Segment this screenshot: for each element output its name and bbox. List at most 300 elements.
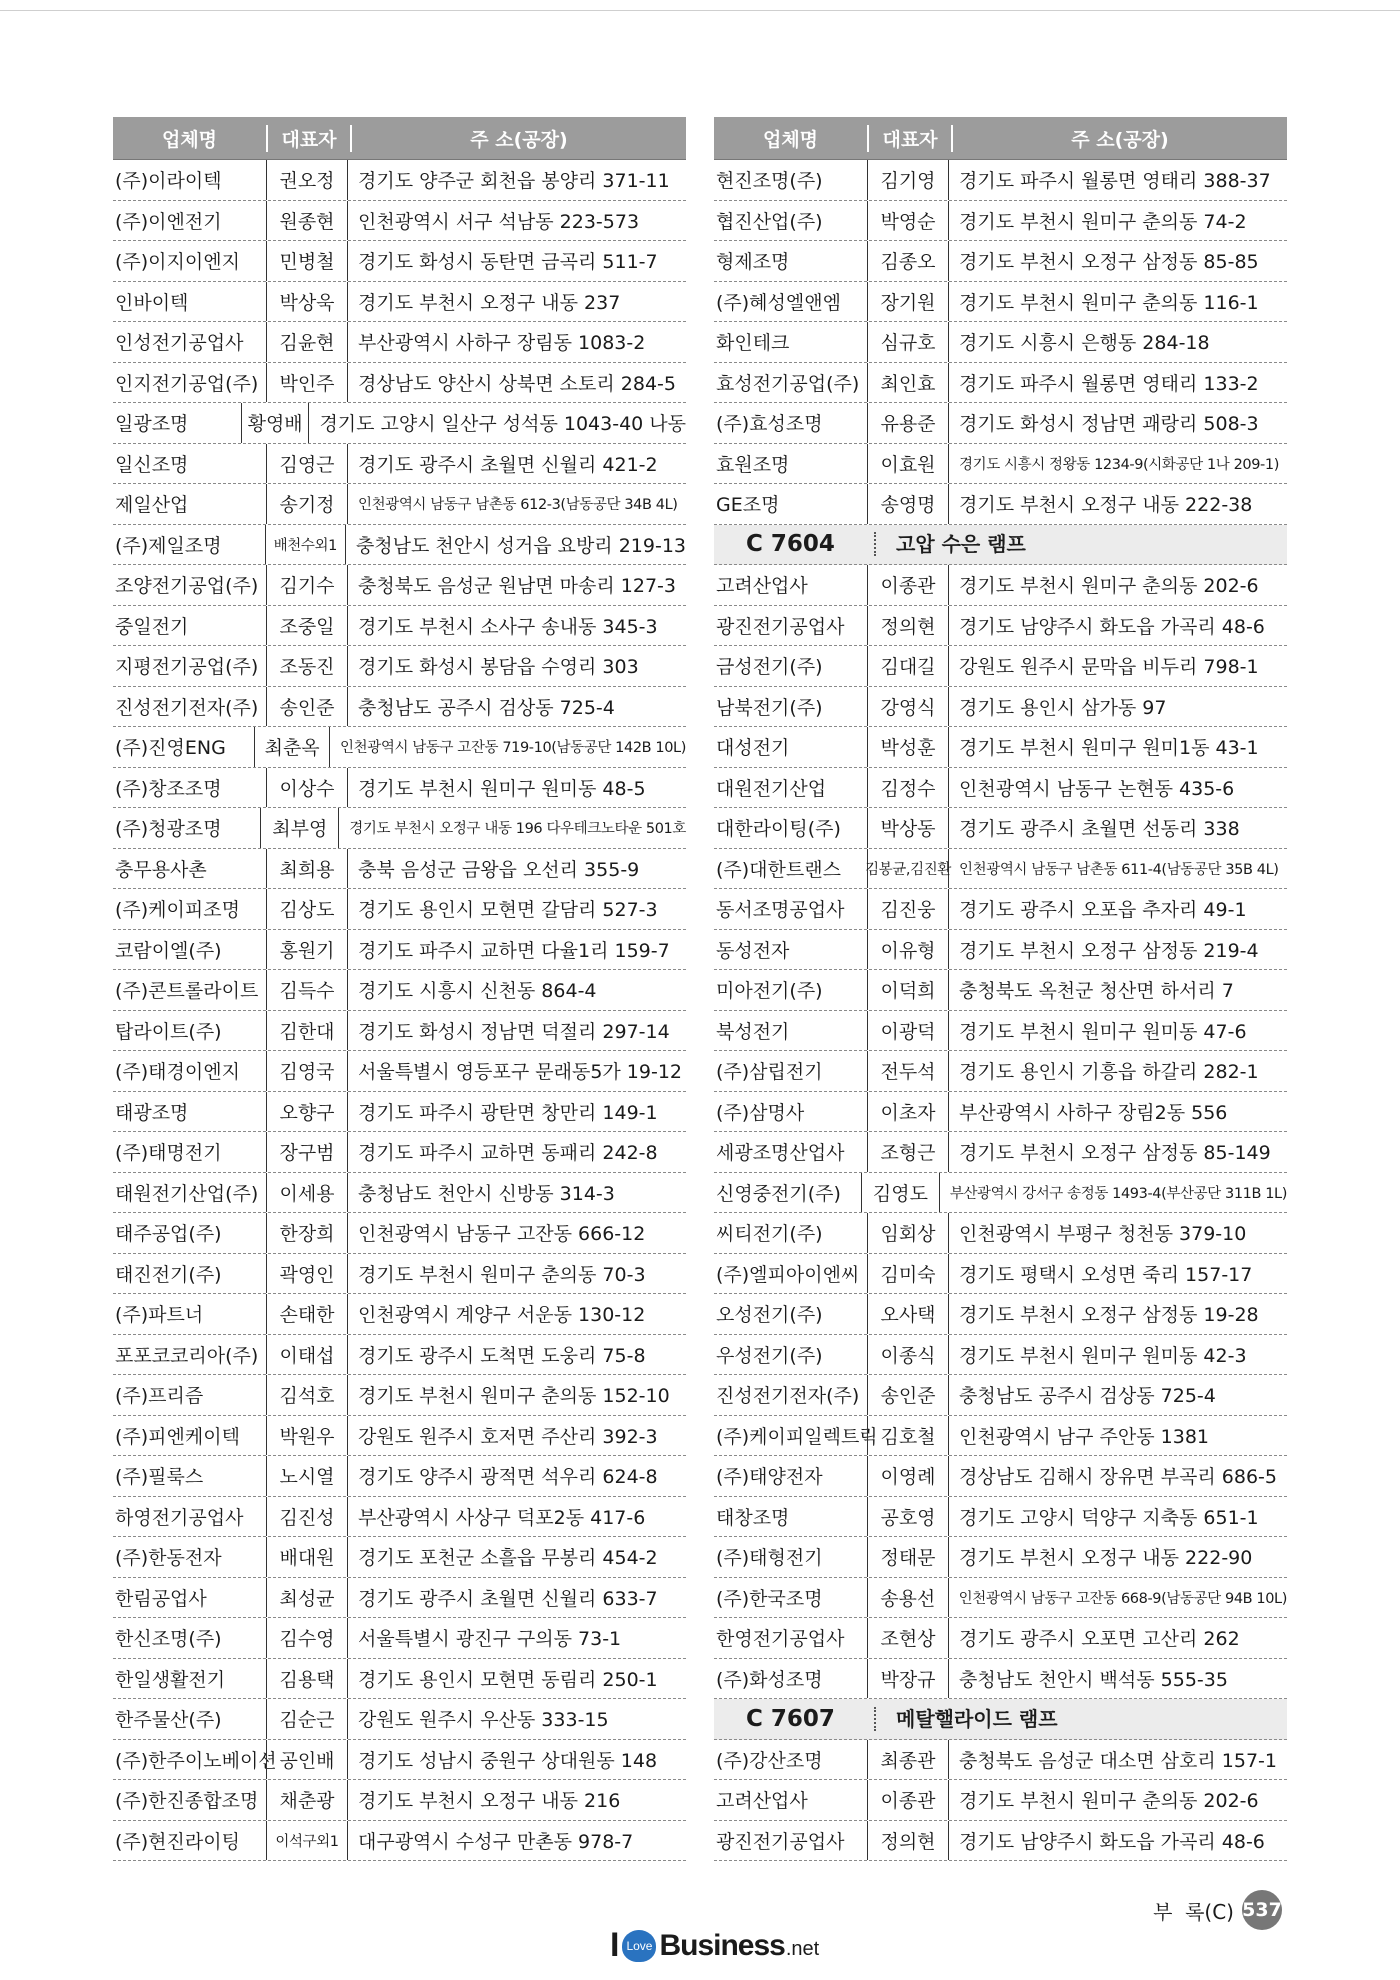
- ceo-name: 장기원: [867, 282, 949, 322]
- company-name: (주)한주이노베이션: [115, 1749, 277, 1772]
- company-name: 한일생활전기: [115, 1668, 226, 1691]
- header-company: 업체명: [161, 128, 218, 151]
- company-name: (주)피엔케이텍: [115, 1425, 240, 1448]
- company-name: (주)청광조명: [115, 818, 222, 841]
- ceo-name: 김영근: [266, 444, 348, 484]
- table-row: [714, 1335, 1287, 1376]
- appendix-label: 부 록(C): [1153, 1899, 1234, 1924]
- ceo-name: 심규호: [867, 322, 949, 362]
- table-row: [113, 970, 686, 1011]
- ceo-name: 오사택: [867, 1294, 949, 1334]
- table-header: [714, 117, 1287, 160]
- company-name: (주)태양전자: [716, 1466, 823, 1489]
- company-name: (주)엘피아이엔씨: [716, 1263, 860, 1286]
- ceo-name: 원종현: [266, 201, 348, 241]
- company-name: (주)이라이텍: [115, 170, 222, 193]
- address: 대구광역시 수성구 만촌동 978-7: [358, 1830, 634, 1853]
- company-name: 고려산업사: [716, 1790, 808, 1813]
- table-body: [714, 160, 1287, 525]
- address: 경기도 화성시 동탄면 금곡리 511-7: [358, 251, 658, 274]
- table-body: [714, 565, 1287, 1699]
- company-name: 일신조명: [115, 453, 189, 476]
- table-row: [113, 1416, 686, 1457]
- ceo-name: 최성균: [266, 1578, 348, 1618]
- ceo-name: 송기정: [266, 484, 348, 524]
- table-row: [714, 1456, 1287, 1497]
- section-code: C 7607: [746, 1705, 835, 1732]
- ceo-name: 이상수: [266, 768, 348, 808]
- table-row: [714, 322, 1287, 363]
- table-row: [113, 1497, 686, 1538]
- address: 인천광역시 남동구 남촌동 611-4(남동공단 35B 4L): [959, 861, 1279, 878]
- address: 강원도 원주시 문막읍 비두리 798-1: [959, 656, 1259, 679]
- address: 경기도 남양주시 화도읍 가곡리 48-6: [959, 615, 1265, 638]
- address: 경기도 부천시 원미구 원미1동 43-1: [959, 737, 1259, 760]
- table-row: [714, 1537, 1287, 1578]
- company-name: 남북전기(주): [716, 696, 823, 719]
- table-row: [714, 1780, 1287, 1821]
- company-name: (주)진영ENG: [115, 737, 226, 760]
- company-name: (주)대한트랜스: [716, 858, 841, 881]
- ceo-name: 황영배: [241, 403, 310, 443]
- logo-business: Business: [659, 1928, 785, 1962]
- table-row: [714, 1416, 1287, 1457]
- company-name: (주)태경이엔지: [115, 1061, 240, 1084]
- table-row: [113, 565, 686, 606]
- ceo-name: 이유형: [867, 930, 949, 970]
- table-row: [714, 606, 1287, 647]
- address: 경기도 용인시 기흥읍 하갈리 282-1: [959, 1061, 1259, 1084]
- ceo-name: 김한대: [266, 1011, 348, 1051]
- table-row: [714, 849, 1287, 890]
- ceo-name: 조현상: [867, 1618, 949, 1658]
- address: 경기도 시흥시 신천동 864-4: [358, 980, 597, 1003]
- ceo-name: 김영도: [861, 1173, 940, 1213]
- table-row: [113, 849, 686, 890]
- company-name: (주)강산조명: [716, 1749, 823, 1772]
- ceo-name: 김호철: [867, 1416, 949, 1456]
- table-row: [113, 1092, 686, 1133]
- company-name: 태창조명: [716, 1506, 790, 1529]
- ceo-name: 채춘광: [266, 1780, 348, 1820]
- table-row: [113, 1537, 686, 1578]
- company-name: 동성전자: [716, 939, 790, 962]
- address: 인천광역시 서구 석남동 223-573: [358, 210, 640, 233]
- header-ceo: 대표자: [266, 125, 350, 152]
- ceo-name: 최인효: [867, 363, 949, 403]
- address: 부산광역시 사하구 장림2동 556: [959, 1101, 1228, 1124]
- address: 인천광역시 남동구 고잔동 668-9(남동공단 94B 10L): [958, 1590, 1287, 1607]
- company-name: (주)필룩스: [115, 1466, 204, 1489]
- address: 경기도 광주시 오포읍 추자리 49-1: [959, 899, 1247, 922]
- company-name: 미아전기(주): [716, 980, 823, 1003]
- table-row: [714, 930, 1287, 971]
- company-name: 인바이텍: [115, 291, 189, 314]
- table-row: [113, 768, 686, 809]
- table-row: [714, 1051, 1287, 1092]
- address: 부산광역시 사상구 덕포2동 417-6: [358, 1506, 646, 1529]
- address: 경기도 양주군 회천읍 봉양리 371-11: [358, 170, 670, 193]
- ceo-name: 김진웅: [867, 889, 949, 929]
- company-name: (주)삼명사: [716, 1101, 805, 1124]
- table-row: [714, 1092, 1287, 1133]
- table-row: [714, 768, 1287, 809]
- ceo-name: 김상도: [266, 889, 348, 929]
- company-name: (주)한국조명: [716, 1587, 823, 1610]
- address: 경기도 용인시 삼가동 97: [959, 696, 1167, 719]
- address: 경기도 성남시 중원구 상대원동 148: [358, 1749, 658, 1772]
- company-name: (주)현진라이팅: [115, 1830, 240, 1853]
- company-name: 일광조명: [115, 413, 189, 436]
- table-row: [113, 808, 686, 849]
- address: 경기도 시흥시 은행동 284-18: [959, 332, 1210, 355]
- address: 서울특별시 영등포구 문래동5가 19-12: [358, 1061, 683, 1084]
- address: 인천광역시 남동구 남촌동 612-3(남동공단 34B 4L): [358, 497, 678, 514]
- company-name: 금성전기(주): [716, 656, 823, 679]
- address: 충청남도 천안시 성거읍 요방리 219-13: [355, 534, 686, 557]
- company-name: (주)이엔전기: [115, 210, 222, 233]
- company-name: (주)제일조명: [115, 534, 222, 557]
- address: 경기도 부천시 원미구 춘의동 152-10: [358, 1385, 670, 1408]
- address: 경기도 용인시 모현면 동림리 250-1: [358, 1668, 658, 1691]
- ceo-name: 이종관: [867, 565, 949, 605]
- table-row: [714, 282, 1287, 323]
- company-name: 세광조명산업사: [716, 1142, 845, 1165]
- address: 경기도 파주시 월롱면 영태리 133-2: [959, 372, 1259, 395]
- address: 서울특별시 광진구 구의동 73-1: [358, 1628, 622, 1651]
- address: 경상남도 김해시 장유면 부곡리 686-5: [959, 1466, 1277, 1489]
- address: 충청북도 음성군 원남면 마송리 127-3: [358, 575, 676, 598]
- address: 경기도 부천시 원미구 춘의동 202-6: [959, 1790, 1259, 1813]
- ceo-name: 정의현: [867, 606, 949, 646]
- company-name: 태원전기산업(주): [115, 1182, 259, 1205]
- table-row: [113, 201, 686, 242]
- table-row: [113, 606, 686, 647]
- address: 경기도 용인시 모현면 갈담리 527-3: [358, 899, 658, 922]
- table-row: [113, 727, 686, 768]
- address: 강원도 원주시 호저면 주산리 392-3: [358, 1425, 658, 1448]
- section-code: C 7604: [746, 531, 835, 558]
- ceo-name: 유용준: [867, 403, 949, 443]
- company-name: 효원조명: [716, 453, 790, 476]
- table-row: [714, 808, 1287, 849]
- table-row: [113, 1780, 686, 1821]
- table-row: [113, 403, 686, 444]
- ceo-name: 김용택: [266, 1659, 348, 1699]
- heart-icon: Love: [622, 1930, 656, 1962]
- company-name: 대한라이팅(주): [716, 818, 841, 841]
- table-row: [714, 1740, 1287, 1781]
- company-name: 중일전기: [115, 615, 189, 638]
- company-name: (주)케이피일렉트릭: [716, 1425, 878, 1448]
- logo-i: I: [610, 1926, 620, 1964]
- table-row: [714, 1578, 1287, 1619]
- ceo-name: 조동진: [266, 646, 348, 686]
- company-name: 탑라이트(주): [115, 1020, 222, 1043]
- ceo-name: 이태섭: [266, 1335, 348, 1375]
- ceo-name: 조형근: [867, 1132, 949, 1172]
- table-row: [113, 930, 686, 971]
- ceo-name: 이종관: [867, 1780, 949, 1820]
- company-name: 대원전기산업: [716, 777, 827, 800]
- ceo-name: 박영순: [867, 201, 949, 241]
- table-row: [113, 1375, 686, 1416]
- address: 경기도 파주시 교하면 동패리 242-8: [358, 1142, 658, 1165]
- address: 경기도 파주시 광탄면 창만리 149-1: [358, 1101, 658, 1124]
- company-name: 하영전기공업사: [115, 1506, 244, 1529]
- address: 인천광역시 부평구 청천동 379-10: [959, 1223, 1247, 1246]
- address: 충청남도 천안시 백석동 555-35: [959, 1668, 1228, 1691]
- ceo-name: 송인준: [266, 687, 348, 727]
- address: 경기도 광주시 도척면 도웅리 75-8: [358, 1344, 646, 1367]
- ceo-name: 곽영인: [266, 1254, 348, 1294]
- address: 경기도 광주시 오포면 고산리 262: [959, 1628, 1240, 1651]
- ceo-name: 김기수: [266, 565, 348, 605]
- company-name: GE조명: [716, 494, 780, 517]
- ceo-name: 김미숙: [867, 1254, 949, 1294]
- table-row: [113, 1213, 686, 1254]
- table-row: [113, 889, 686, 930]
- address: 충청남도 공주시 검상동 725-4: [358, 696, 615, 719]
- address: 경기도 부천시 오정구 삼정동 85-149: [959, 1142, 1271, 1165]
- table-row: [113, 484, 686, 525]
- table-row: [113, 241, 686, 282]
- table-row: [113, 687, 686, 728]
- left-table: [113, 117, 686, 1861]
- company-name: 우성전기(주): [716, 1344, 823, 1367]
- table-row: [113, 363, 686, 404]
- ceo-name: 김영국: [266, 1051, 348, 1091]
- company-name: (주)태명전기: [115, 1142, 222, 1165]
- table-row: [714, 1173, 1287, 1214]
- address: 경기도 부천시 오정구 내동 222-38: [959, 494, 1253, 517]
- header-company: 업체명: [762, 128, 819, 151]
- table-row: [714, 687, 1287, 728]
- address: 경기도 남양주시 화도읍 가곡리 48-6: [959, 1830, 1265, 1853]
- address: 경기도 고양시 일산구 성석동 1043-40 나동: [319, 413, 686, 436]
- table-row: [113, 282, 686, 323]
- page-footer: [1153, 1890, 1282, 1930]
- company-name: 충무용사촌: [115, 858, 207, 881]
- table-row: [714, 1618, 1287, 1659]
- address: 경기도 부천시 오정구 내동 216: [358, 1790, 621, 1813]
- table-row: [714, 403, 1287, 444]
- company-name: (주)창조조명: [115, 777, 222, 800]
- ceo-name: 공인배: [266, 1740, 348, 1780]
- address: 경기도 부천시 오정구 내동 237: [358, 291, 621, 314]
- address: 강원도 원주시 우산동 333-15: [358, 1709, 609, 1732]
- ceo-name: 박성훈: [867, 727, 949, 767]
- company-name: 한주물산(주): [115, 1709, 222, 1732]
- ceo-name: 배천수외1: [265, 525, 346, 565]
- address: 경기도 광주시 초월면 신월리 421-2: [358, 453, 658, 476]
- table-row: [113, 1578, 686, 1619]
- company-name: (주)삼립전기: [716, 1061, 823, 1084]
- ceo-name: 정의현: [867, 1821, 949, 1861]
- company-name: (주)한동전자: [115, 1547, 222, 1570]
- table-row: [714, 1659, 1287, 1700]
- company-name: 태진전기(주): [115, 1263, 222, 1286]
- table-row: [113, 1051, 686, 1092]
- table-body: [113, 160, 686, 1861]
- table-row: [714, 1213, 1287, 1254]
- company-name: 형제조명: [716, 251, 790, 274]
- address: 경기도 광주시 초월면 신월리 633-7: [358, 1587, 658, 1610]
- ceo-name: 박상욱: [266, 282, 348, 322]
- section-title: 메탈핼라이드 램프: [874, 1707, 1058, 1731]
- address: 경기도 부천시 원미구 원미동 42-3: [959, 1344, 1247, 1367]
- table-row: [714, 1254, 1287, 1295]
- address: 경기도 평택시 오성면 죽리 157-17: [959, 1263, 1253, 1286]
- table-row: [113, 1659, 686, 1700]
- company-name: 씨티전기(주): [716, 1223, 823, 1246]
- ceo-name: 공호영: [867, 1497, 949, 1537]
- company-name: 태주공업(주): [115, 1223, 222, 1246]
- address: 충청남도 공주시 검상동 725-4: [959, 1385, 1216, 1408]
- ceo-name: 박상동: [867, 808, 949, 848]
- company-name: 지평전기공업(주): [115, 656, 259, 679]
- table-row: [714, 160, 1287, 201]
- table-row: [113, 1740, 686, 1781]
- company-name: 협진산업(주): [716, 210, 823, 233]
- address: 경기도 부천시 원미구 춘의동 74-2: [959, 210, 1247, 233]
- header-address: 주 소(공장): [951, 125, 1287, 152]
- ceo-name: 김수영: [266, 1618, 348, 1658]
- address: 경기도 부천시 소사구 송내동 345-3: [358, 615, 658, 638]
- company-name: (주)콘트롤라이트: [115, 980, 259, 1003]
- company-name: (주)한진종합조명: [115, 1790, 259, 1813]
- address: 경기도 부천시 원미구 춘의동 70-3: [358, 1263, 646, 1286]
- company-name: (주)화성조명: [716, 1668, 823, 1691]
- table-row: [113, 1173, 686, 1214]
- ceo-name: 김정수: [867, 768, 949, 808]
- address: 경기도 부천시 오정구 삼정동 19-28: [959, 1304, 1259, 1327]
- address: 경기도 파주시 월롱면 영태리 388-37: [959, 170, 1271, 193]
- company-name: (주)이지이엔지: [115, 251, 240, 274]
- company-name: (주)프리즘: [115, 1385, 204, 1408]
- company-name: 광진전기공업사: [716, 1830, 845, 1853]
- company-name: (주)태형전기: [716, 1547, 823, 1570]
- address: 인천광역시 남동구 고잔동 666-12: [358, 1223, 646, 1246]
- company-name: 진성전기전자(주): [115, 696, 259, 719]
- company-name: 코람이엘(주): [115, 939, 222, 962]
- address: 경기도 양주시 광적면 석우리 624-8: [358, 1466, 658, 1489]
- company-name: 한신조명(주): [115, 1628, 222, 1651]
- ceo-name: 손태한: [266, 1294, 348, 1334]
- ceo-name: 최희용: [266, 849, 348, 889]
- table-row: [714, 727, 1287, 768]
- address: 경기도 부천시 오정구 삼정동 219-4: [959, 939, 1259, 962]
- table-row: [113, 1699, 686, 1740]
- table-row: [113, 1254, 686, 1295]
- ceo-name: 최춘옥: [254, 727, 330, 767]
- ceo-name: 정태문: [867, 1537, 949, 1577]
- company-name: 북성전기: [716, 1020, 790, 1043]
- table-row: [113, 1335, 686, 1376]
- ceo-name: 최부영: [260, 808, 339, 848]
- table-row: [714, 444, 1287, 485]
- table-row: [113, 646, 686, 687]
- company-name: 효성전기공업(주): [716, 372, 860, 395]
- ceo-name: 김순근: [266, 1699, 348, 1739]
- right-table: [714, 117, 1287, 1861]
- company-name: 화인테크: [716, 332, 790, 355]
- ceo-name: 최종관: [867, 1740, 949, 1780]
- table-row: [113, 1011, 686, 1052]
- ceo-name: 송용선: [867, 1578, 949, 1618]
- company-name: 포포코코리아(주): [115, 1344, 259, 1367]
- ceo-name: 이초자: [867, 1092, 949, 1132]
- company-name: 태광조명: [115, 1101, 189, 1124]
- ceo-name: 오향구: [266, 1092, 348, 1132]
- table-body: [714, 1740, 1287, 1862]
- table-row: [113, 444, 686, 485]
- ceo-name: 이세용: [266, 1173, 348, 1213]
- section-heading-c7607: [714, 1699, 1287, 1740]
- ceo-name: 홍원기: [266, 930, 348, 970]
- ceo-name: 이종식: [867, 1335, 949, 1375]
- header-ceo: 대표자: [867, 125, 951, 152]
- address: 경기도 파주시 교하면 다율1리 159-7: [358, 939, 670, 962]
- table-row: [714, 1011, 1287, 1052]
- table-header: [113, 117, 686, 160]
- header-address: 주 소(공장): [350, 125, 686, 152]
- table-row: [113, 1294, 686, 1335]
- address: 경기도 포천군 소흘읍 무봉리 454-2: [358, 1547, 658, 1570]
- address: 인천광역시 남동구 논현동 435-6: [959, 777, 1235, 800]
- ceo-name: 노시열: [266, 1456, 348, 1496]
- ceo-name: 송영명: [867, 484, 949, 524]
- address: 경기도 화성시 봉담읍 수영리 303: [358, 656, 639, 679]
- company-name: 인지전기공업(주): [115, 372, 259, 395]
- ceo-name: 민병철: [266, 241, 348, 281]
- table-row: [113, 1456, 686, 1497]
- address: 충북 음성군 금왕읍 오선리 355-9: [358, 858, 640, 881]
- address: 경기도 시흥시 정왕동 1234-9(시화공단 1나 209-1): [959, 456, 1279, 473]
- address: 경기도 부천시 원미구 원미동 47-6: [959, 1020, 1247, 1043]
- page-number: 537: [1242, 1890, 1282, 1930]
- company-name: 광진전기공업사: [716, 615, 845, 638]
- ceo-name: 김기영: [867, 160, 949, 200]
- ceo-name: 김대길: [867, 646, 949, 686]
- address: 충청남도 천안시 신방동 314-3: [358, 1182, 615, 1205]
- company-name: 제일산업: [115, 494, 189, 517]
- table-row: [714, 1375, 1287, 1416]
- ceo-name: 조중일: [266, 606, 348, 646]
- table-row: [714, 1132, 1287, 1173]
- ceo-name: 송인준: [867, 1375, 949, 1415]
- address: 경기도 부천시 원미구 원미동 48-5: [358, 777, 646, 800]
- ceo-name: 박원우: [266, 1416, 348, 1456]
- table-row: [113, 160, 686, 201]
- address: 경기도 부천시 오정구 내동 222-90: [959, 1547, 1253, 1570]
- company-name: (주)케이피조명: [115, 899, 240, 922]
- address: 경기도 부천시 원미구 춘의동 116-1: [959, 291, 1259, 314]
- ceo-name: 전두석: [867, 1051, 949, 1091]
- ceo-name: 김석호: [266, 1375, 348, 1415]
- ceo-name: 박인주: [266, 363, 348, 403]
- ceo-name: 이영례: [867, 1456, 949, 1496]
- address: 경기도 부천시 오정구 내동 196 다우테크노타운 501호: [349, 821, 686, 838]
- table-row: [113, 1132, 686, 1173]
- ceo-name: 김봉균,김진환: [867, 849, 949, 889]
- table-row: [714, 201, 1287, 242]
- company-name: (주)파트너: [115, 1304, 204, 1327]
- ceo-name: 김진성: [266, 1497, 348, 1537]
- ceo-name: 임회상: [867, 1213, 949, 1253]
- address: 경기도 부천시 원미구 춘의동 202-6: [959, 575, 1259, 598]
- address: 부산광역시 사하구 장림동 1083-2: [358, 332, 646, 355]
